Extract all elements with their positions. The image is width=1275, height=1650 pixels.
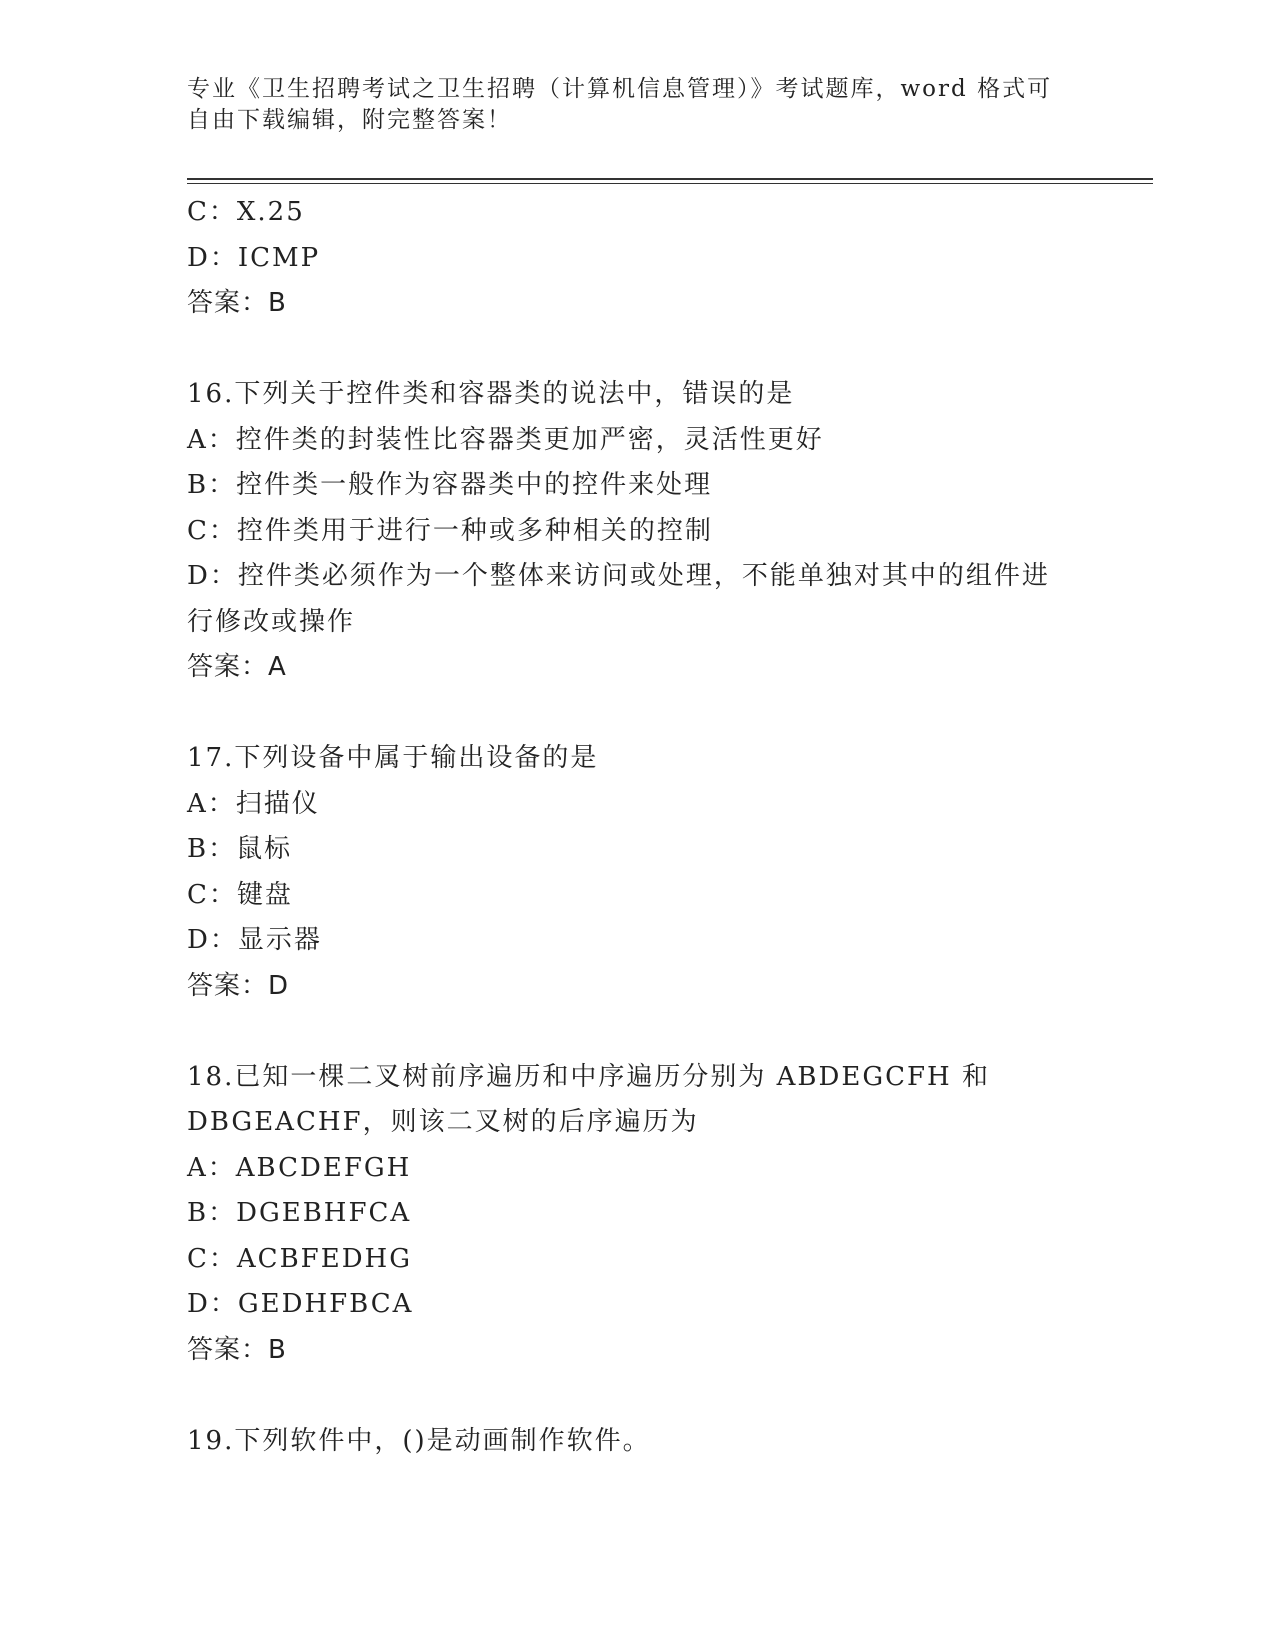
header-divider-thin	[187, 183, 1153, 184]
answer-line: 答案：B	[187, 1334, 287, 1365]
option-d: D：显示器	[187, 925, 322, 955]
spacer	[187, 1009, 1087, 1055]
question-stem: 17.下列设备中属于输出设备的是	[187, 743, 599, 773]
question-stem: 18.已知一棵二叉树前序遍历和中序遍历分别为 ABDEGCFH 和 DBGEACHF，则该二叉树的后序遍历为	[187, 1061, 990, 1137]
option-d: D：控件类必须作为一个整体来访问或处理，不能单独对其中的组件进行修改或操作	[187, 561, 1050, 637]
option-d: D：ICMP	[187, 242, 321, 273]
option-c: C：控件类用于进行一种或多种相关的控制	[187, 515, 713, 546]
document-header: 专业《卫生招聘考试之卫生招聘（计算机信息管理）》考试题库，word 格式可自由下载编辑，附完整答案！	[187, 76, 1053, 133]
answer-line: 答案：D	[187, 970, 290, 1001]
option-a: A：控件类的封装性比容器类更加严密，灵活性更好	[187, 424, 824, 455]
option-a: A：ABCDEFGH	[187, 1152, 412, 1183]
answer-line: 答案：B	[187, 288, 287, 318]
spacer	[187, 327, 1087, 373]
option-b: B：控件类一般作为容器类中的控件来处理	[187, 470, 713, 500]
option-b: B：DGEBHFCA	[187, 1198, 412, 1228]
answer-line: 答案：A	[187, 652, 287, 682]
question-stem: 16.下列关于控件类和容器类的说法中，错误的是	[187, 379, 795, 409]
question-stem: 19.下列软件中，()是动画制作软件。	[187, 1425, 651, 1456]
option-c: C：键盘	[187, 879, 293, 910]
option-b: B：鼠标	[187, 834, 293, 864]
option-c: C：ACBFEDHG	[187, 1243, 412, 1274]
spacer	[187, 1373, 1087, 1419]
option-d: D：GEDHFBCA	[187, 1289, 414, 1319]
option-c: C：X.25	[187, 197, 305, 227]
spacer	[187, 691, 1087, 737]
question-content	[187, 190, 1087, 1464]
option-a: A：扫描仪	[187, 788, 320, 819]
header-divider-thick	[187, 178, 1153, 180]
